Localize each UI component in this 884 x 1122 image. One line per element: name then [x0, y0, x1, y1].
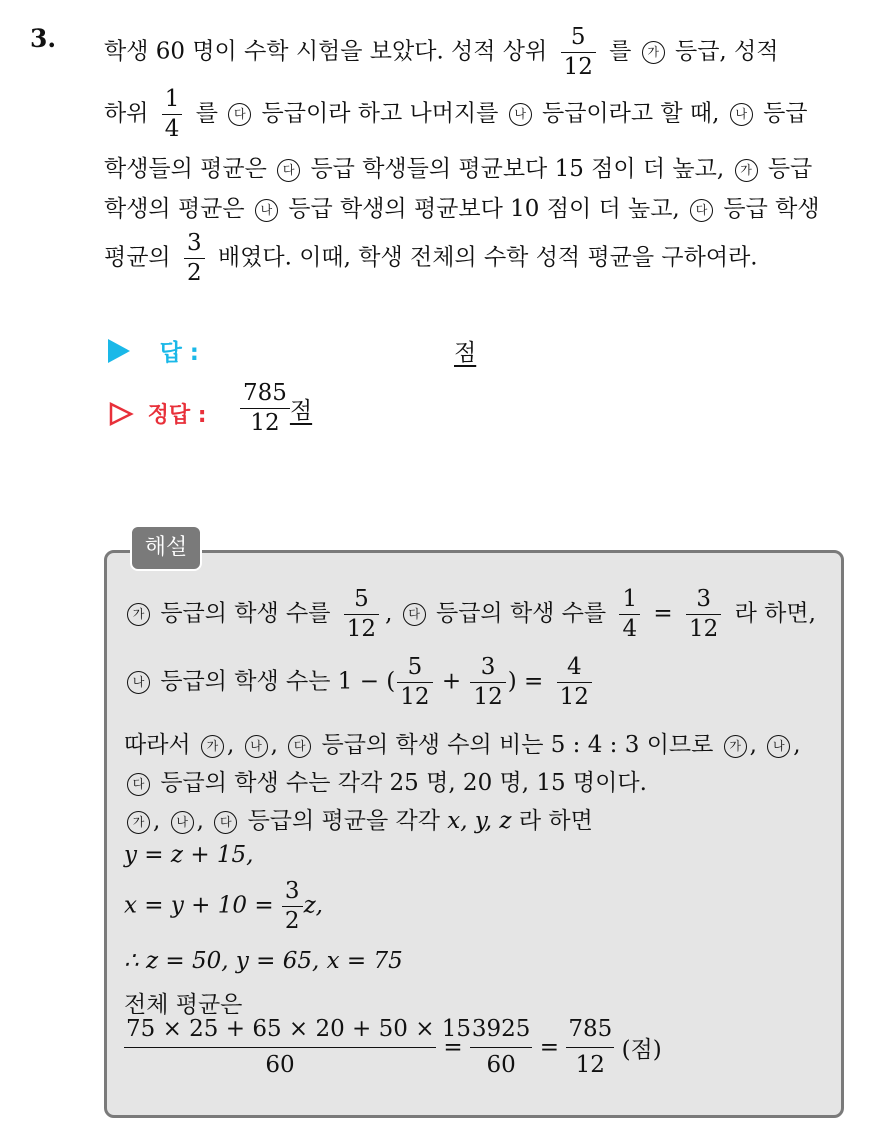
solution-line-3: 따라서 가 , 나 , 다 등급의 학생 수의 비는 5 : 4 : 3 이므로 가 , 나 ,: [124, 732, 801, 758]
grade-ga-mark: 가: [735, 159, 758, 182]
solution-tab: 해설: [130, 525, 202, 571]
answer-unit: 점: [454, 340, 477, 366]
grade-da-mark: 다: [127, 773, 150, 796]
correct-answer-label: 정답 :: [147, 403, 207, 428]
outline-triangle-icon: [108, 401, 134, 427]
grade-da-mark: 다: [214, 811, 237, 834]
correct-answer-fraction: $\frac{785}{12}$: [240, 382, 290, 435]
question-number: 3.: [30, 24, 57, 53]
question-line-3: 학생들의 평균은 다 등급 학생들의 평균보다 15 점이 더 높고, 가 등급: [104, 156, 813, 182]
grade-ga-mark: 가: [642, 41, 665, 64]
grade-da-mark: 다: [690, 199, 713, 222]
fraction-ratio: $\frac{3}{2}$: [184, 232, 205, 285]
grade-na-mark: 나: [509, 103, 532, 126]
solution-line-10: $\frac{75 \times 25 + 65 \times 20 + 50 \times 15}{60}$ = $\frac{3925}{60}$ = $\frac{785}{12}$ (점): [126, 1016, 662, 1078]
fraction-bottom-rank: $\frac{1}{4}$: [162, 88, 183, 141]
solution-line-7: x = y + 10 = $\frac{3}{2}$ z,: [124, 878, 323, 934]
grade-da-mark: 다: [277, 159, 300, 182]
solution-line-1: 가 등급의 학생 수를 $\frac{5}{12}$ , 다 등급의 학생 수를 $\frac{1}{4}$ = $\frac{3}{12}$ 라 하면,: [124, 588, 816, 641]
solution-line-4: 다 등급의 학생 수는 각각 25 명, 20 명, 15 명이다.: [124, 764, 647, 797]
grade-na-mark: 나: [245, 735, 268, 758]
answer-row: [108, 334, 199, 367]
grade-na-mark: 나: [255, 199, 278, 222]
correct-answer-row: [108, 398, 207, 429]
grade-ga-mark: 가: [127, 811, 150, 834]
grade-na-mark: 나: [171, 811, 194, 834]
grade-ga-mark: 가: [201, 735, 224, 758]
solution-line-8: ∴ z = 50, y = 65, x = 75: [124, 948, 403, 974]
solution-line-6: y = z + 15,: [124, 842, 254, 868]
correct-answer-unit: 점: [289, 398, 313, 424]
solution-line-9: 전체 평균은: [124, 992, 243, 1018]
grade-ga-mark: 가: [724, 735, 747, 758]
play-triangle-icon: [108, 339, 130, 363]
grade-na-mark: 나: [730, 103, 753, 126]
grade-na-mark: 나: [127, 671, 150, 694]
solution-line-5: 가 , 나 , 다 등급의 평균을 각각 x, y, z 라 하면: [124, 802, 593, 835]
solution-line-2: 나 등급의 학생 수는 1 − ( $\frac{5}{12}$ + $\frac{3}{12}$ ) = $\frac{4}{12}$: [124, 656, 598, 709]
grade-na-mark: 나: [767, 735, 790, 758]
question-line-4: 학생의 평균은 나 등급 학생의 평균보다 10 점이 더 높고, 다 등급 학생: [104, 196, 820, 222]
grade-da-mark: 다: [288, 735, 311, 758]
correct-answer-value: [240, 382, 312, 435]
answer-label: 답 :: [159, 340, 200, 366]
grade-ga-mark: 가: [127, 603, 150, 626]
question-line-1: 학생 60 명이 수학 시험을 보았다. 성적 상위 $\frac{5}{12}$ 를 가 등급, 성적: [104, 24, 779, 80]
grade-da-mark: 다: [228, 103, 251, 126]
grade-da-mark: 다: [403, 603, 426, 626]
fraction-top-rank: $\frac{5}{12}$: [561, 26, 596, 79]
answer-input[interactable]: [226, 338, 450, 366]
question-line-5: 평균의 $\frac{3}{2}$ 배였다. 이때, 학생 전체의 수학 성적 평균을 구하여라.: [104, 230, 758, 286]
question-line-2: 하위 $\frac{1}{4}$ 를 다 등급이라 하고 나머지를 나 등급이라고 할 때, 나 등급: [104, 86, 808, 142]
